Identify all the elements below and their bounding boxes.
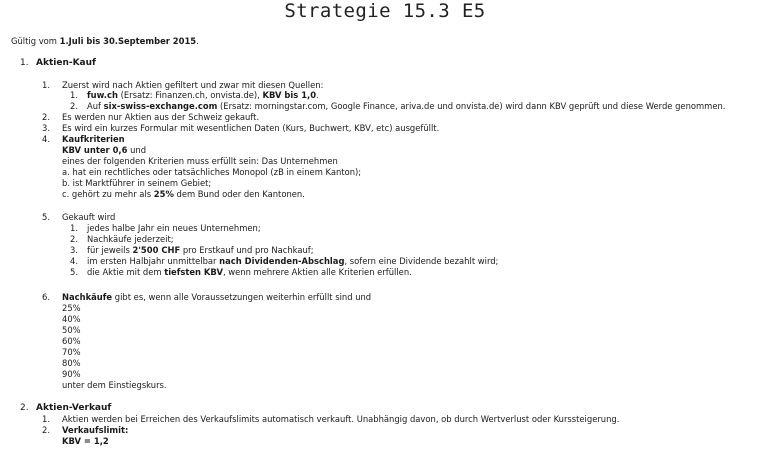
item-1-5-5-text: die Aktie mit dem tiefsten KBV, wenn mehrere Aktien alle Kriterien erfüllen. [87,267,412,277]
item-1-2-text: Es werden nur Aktien aus der Schweiz gekauft. [62,112,260,122]
item-1-5-3-text: für jeweils 2'500 CHF pro Erstkauf und pro Nachkauf; [87,245,314,255]
document-title: Strategie 15.3 E5 [284,0,486,22]
item-1-5-1-number: 1. [70,223,78,233]
item-1-4-criterion-c: c. gehört zu mehr als 25% dem Bund oder den Kantonen. [62,189,305,199]
item-1-1-number: 1. [42,80,50,90]
section-1-number: 1. [20,58,29,68]
item-1-5-5-number: 5. [70,267,78,277]
item-2-1-number: 1. [42,414,50,424]
item-1-4-criterion-b: b. ist Marktführer in seinem Gebiet; [62,178,212,188]
item-1-6-tail: unter dem Einstiegskurs. [62,380,167,390]
item-1-5-3-number: 3. [70,245,78,255]
percent-50: 50% [62,325,81,335]
item-1-5-4-text: im ersten Halbjahr unmittelbar nach Dividenden-Abschlag, sofern eine Dividende bezahlt wird; [87,256,499,266]
percent-25: 25% [62,303,81,313]
item-1-6-text: Nachkäufe gibt es, wenn alle Voraussetzungen weiterhin erfüllt sind und [62,292,372,302]
percent-60: 60% [62,336,81,346]
item-1-4-heading: Kaufkriterien [62,134,125,144]
item-2-1-text: Aktien werden bei Erreichen des Verkaufslimits automatisch verkauft. Unabhängig davon, ob durch Wertverlust oder Kurssteigerung. [62,414,620,424]
section-2-heading: Aktien-Verkauf [36,403,112,413]
validity-line: Gültig vom 1.Juli bis 30.September 2015. [11,36,199,46]
item-1-2-number: 2. [42,112,50,122]
item-1-1-2-text: Auf six-swiss-exchange.com (Ersatz: morningstar.com, Google Finance, ariva.de und onvista.de) wird dann KBV geprüft und diese Werde genommen. [87,101,726,111]
section-1-heading: Aktien-Kauf [36,58,96,68]
item-1-3-text: Es wird ein kurzes Formular mit wesentlichen Daten (Kurs, Buchwert, KBV, etc) ausgefüllt. [62,123,440,133]
item-1-1-2-number: 2. [70,101,78,111]
item-1-5-2-number: 2. [70,234,78,244]
section-2-number: 2. [20,403,29,413]
item-1-4-kbv: KBV unter 0,6 und [62,145,147,155]
item-2-2-number: 2. [42,425,50,435]
item-1-1-text: Zuerst wird nach Aktien gefiltert und zwar mit diesen Quellen: [62,80,324,90]
item-1-5-4-number: 4. [70,256,78,266]
item-1-1-1-text: fuw.ch (Ersatz: Finanzen.ch, onvista.de), KBV bis 1,0. [87,90,319,100]
percent-40: 40% [62,314,81,324]
item-1-4-criteria-intro: eines der folgenden Kriterien muss erfüllt sein: Das Unternehmen [62,156,338,166]
validity-range: 1.Juli bis 30.September 2015 [59,36,197,46]
percent-70: 70% [62,347,81,357]
item-1-3-number: 3. [42,123,50,133]
percent-80: 80% [62,358,81,368]
item-1-5-number: 5. [42,212,50,222]
item-1-5-2-text: Nachkäufe jederzeit; [87,234,174,244]
item-1-6-number: 6. [42,292,50,302]
item-1-5-1-text: jedes halbe Jahr ein neues Unternehmen; [87,223,261,233]
item-2-2-heading: Verkaufslimit: [62,425,129,435]
item-1-4-number: 4. [42,134,50,144]
item-1-4-criterion-a: a. hat ein rechtliches oder tatsächliches Monopol (zB in einem Kanton); [62,167,362,177]
item-1-5-text: Gekauft wird [62,212,116,222]
percent-90: 90% [62,369,81,379]
item-1-1-1-number: 1. [70,90,78,100]
item-2-2-kbv: KBV = 1,2 [62,436,109,446]
